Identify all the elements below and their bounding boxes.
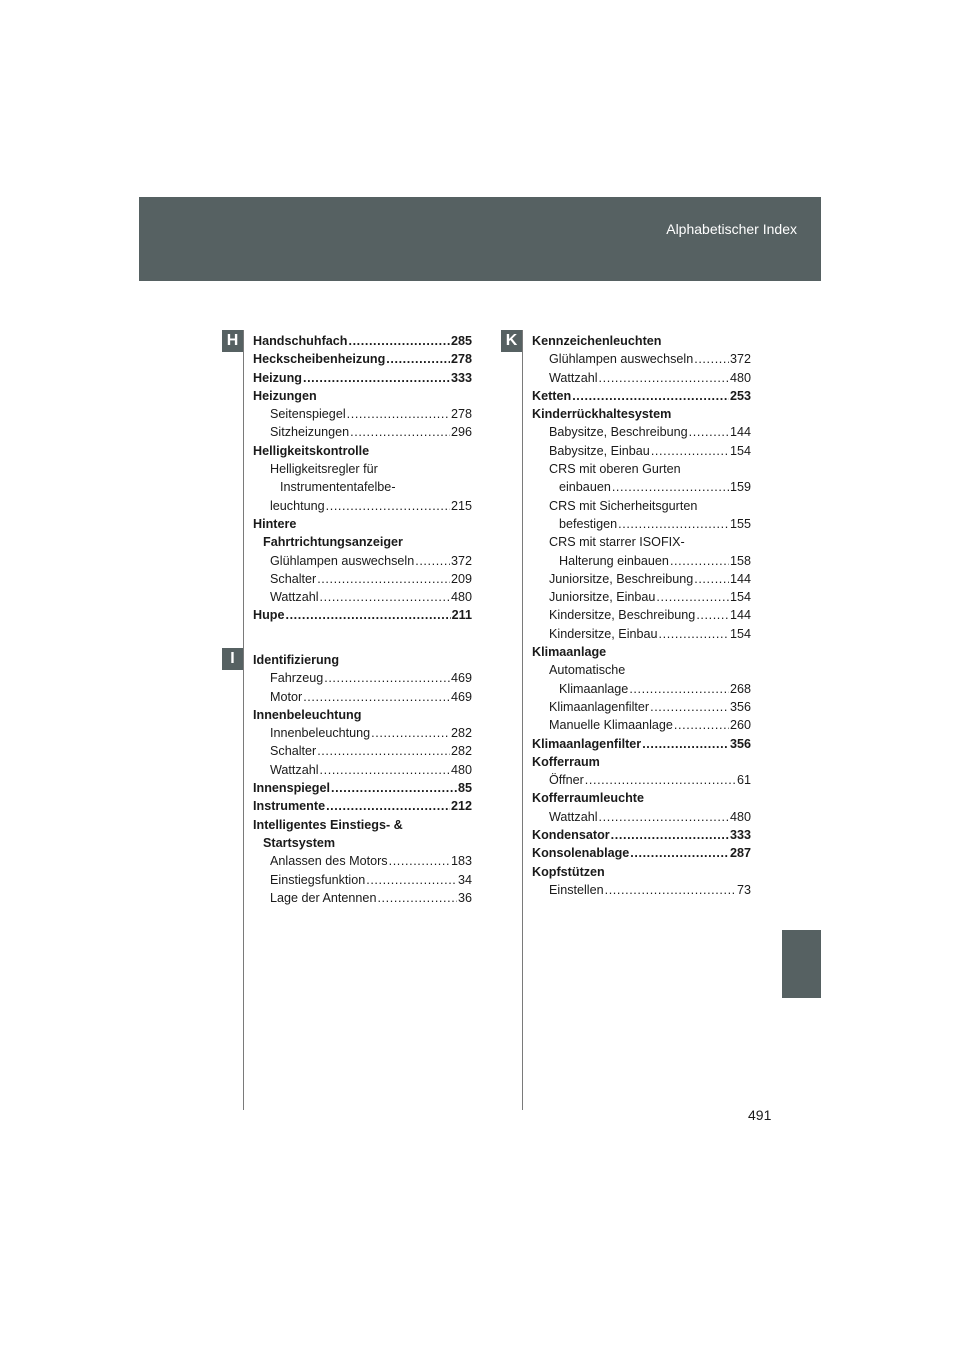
index-subentry: Lage der Antennen ..... 36 <box>253 889 472 907</box>
header-title: Alphabetischer Index <box>666 221 797 237</box>
index-subentry: Klimaanlagenfilter ..... 356 <box>532 698 751 716</box>
index-subentry: Wattzahl ..... 480 <box>532 808 751 826</box>
page-number: 491 <box>748 1107 772 1123</box>
index-entry: Kofferraumleuchte <box>532 791 644 806</box>
index-entry: Innenbeleuchtung <box>253 707 362 722</box>
index-subentry: Automatische <box>549 663 626 678</box>
index-entry: Innenspiegel ..... 85 <box>253 779 472 797</box>
index-entry: Startsystem <box>263 835 336 850</box>
index-entry: Intelligentes Einstiegs- & <box>253 817 403 832</box>
index-entry: Heizungen <box>253 388 317 403</box>
index-subentry: Wattzahl ..... 480 <box>253 761 472 779</box>
index-subentry: Schalter ..... 282 <box>253 742 472 760</box>
index-subentry: CRS mit oberen Gurten <box>549 462 681 477</box>
index-subentry: CRS mit starrer ISOFIX- <box>549 535 685 550</box>
index-subentry: Seitenspiegel ..... 278 <box>253 405 472 423</box>
index-subentry: Kindersitze, Beschreibung ..... 144 <box>532 606 751 624</box>
index-entry: Konsolenablage ..... 287 <box>532 844 751 862</box>
index-subentry: Babysitze, Beschreibung ..... 144 <box>532 423 751 441</box>
index-entry: Kinderrückhaltesystem <box>532 407 672 422</box>
index-subentry: Anlassen des Motors ..... 183 <box>253 852 472 870</box>
index-subentry: Instrumententafelbe- <box>280 480 396 495</box>
index-entry: Ketten ..... 253 <box>532 387 751 405</box>
index-subentry: Babysitze, Einbau ..... 154 <box>532 442 751 460</box>
index-subentry: Fahrzeug ..... 469 <box>253 669 472 687</box>
index-entry: Klimaanlage <box>532 645 607 660</box>
column-divider-right <box>522 330 523 1110</box>
index-entry: Kondensator ..... 333 <box>532 826 751 844</box>
index-subentry: Wattzahl ..... 480 <box>532 369 751 387</box>
index-entry: Heizung ..... 333 <box>253 369 472 387</box>
column-divider-left <box>243 330 244 1110</box>
index-entry: Kennzeichenleuchten <box>532 334 662 348</box>
index-subentry: Öffner ..... 61 <box>532 771 751 789</box>
index-entry: Kopfstützen <box>532 864 605 879</box>
index-entry: Kofferraum <box>532 754 600 769</box>
index-subentry: einbauen ..... 159 <box>532 478 751 496</box>
index-subentry: Klimaanlage ..... 268 <box>532 680 751 698</box>
index-entry: Helligkeitskontrolle <box>253 443 370 458</box>
index-subentry: Manuelle Klimaanlage ..... 260 <box>532 716 751 734</box>
index-subentry: Schalter ..... 209 <box>253 570 472 588</box>
index-subentry: Innenbeleuchtung ..... 282 <box>253 724 472 742</box>
index-subentry: Wattzahl ..... 480 <box>253 588 472 606</box>
index-subentry: Halterung einbauen ..... 158 <box>532 552 751 570</box>
index-subentry: Glühlampen auswechseln ..... 372 <box>253 552 472 570</box>
index-entry: Hintere <box>253 516 297 531</box>
section-letter-h: H <box>222 330 243 352</box>
index-subentry: leuchtung ..... 215 <box>253 497 472 515</box>
index-subentry: Helligkeitsregler für <box>270 462 378 477</box>
index-section-k <box>532 332 751 899</box>
index-subentry: Einstiegsfunktion ..... 34 <box>253 871 472 889</box>
index-subentry: Motor ..... 469 <box>253 688 472 706</box>
index-subentry: Glühlampen auswechseln ..... 372 <box>532 350 751 368</box>
index-entry: Hupe ..... 211 <box>253 606 472 624</box>
index-entry: Instrumente ..... 212 <box>253 797 472 815</box>
index-section-h <box>253 332 472 625</box>
section-letter-i: I <box>222 648 243 670</box>
index-entry: Klimaanlagenfilter ..... 356 <box>532 735 751 753</box>
index-entry: Fahrtrichtungsanzeiger <box>263 535 403 550</box>
chapter-tab <box>782 930 821 998</box>
index-subentry: Kindersitze, Einbau ..... 154 <box>532 625 751 643</box>
section-letter-k: K <box>501 330 522 352</box>
index-subentry: Sitzheizungen ..... 296 <box>253 423 472 441</box>
index-subentry: Juniorsitze, Einbau ..... 154 <box>532 588 751 606</box>
header-band <box>139 197 821 281</box>
index-subentry: CRS mit Sicherheitsgurten <box>549 498 698 513</box>
index-entry: Handschuhfach ..... 285 <box>253 332 472 350</box>
index-subentry: befestigen ..... 155 <box>532 515 751 533</box>
index-section-i <box>253 651 472 907</box>
index-subentry: Einstellen ..... 73 <box>532 881 751 899</box>
index-entry: Identifizierung <box>253 653 340 667</box>
index-subentry: Juniorsitze, Beschreibung ..... 144 <box>532 570 751 588</box>
index-entry: Heckscheibenheizung ..... 278 <box>253 350 472 368</box>
